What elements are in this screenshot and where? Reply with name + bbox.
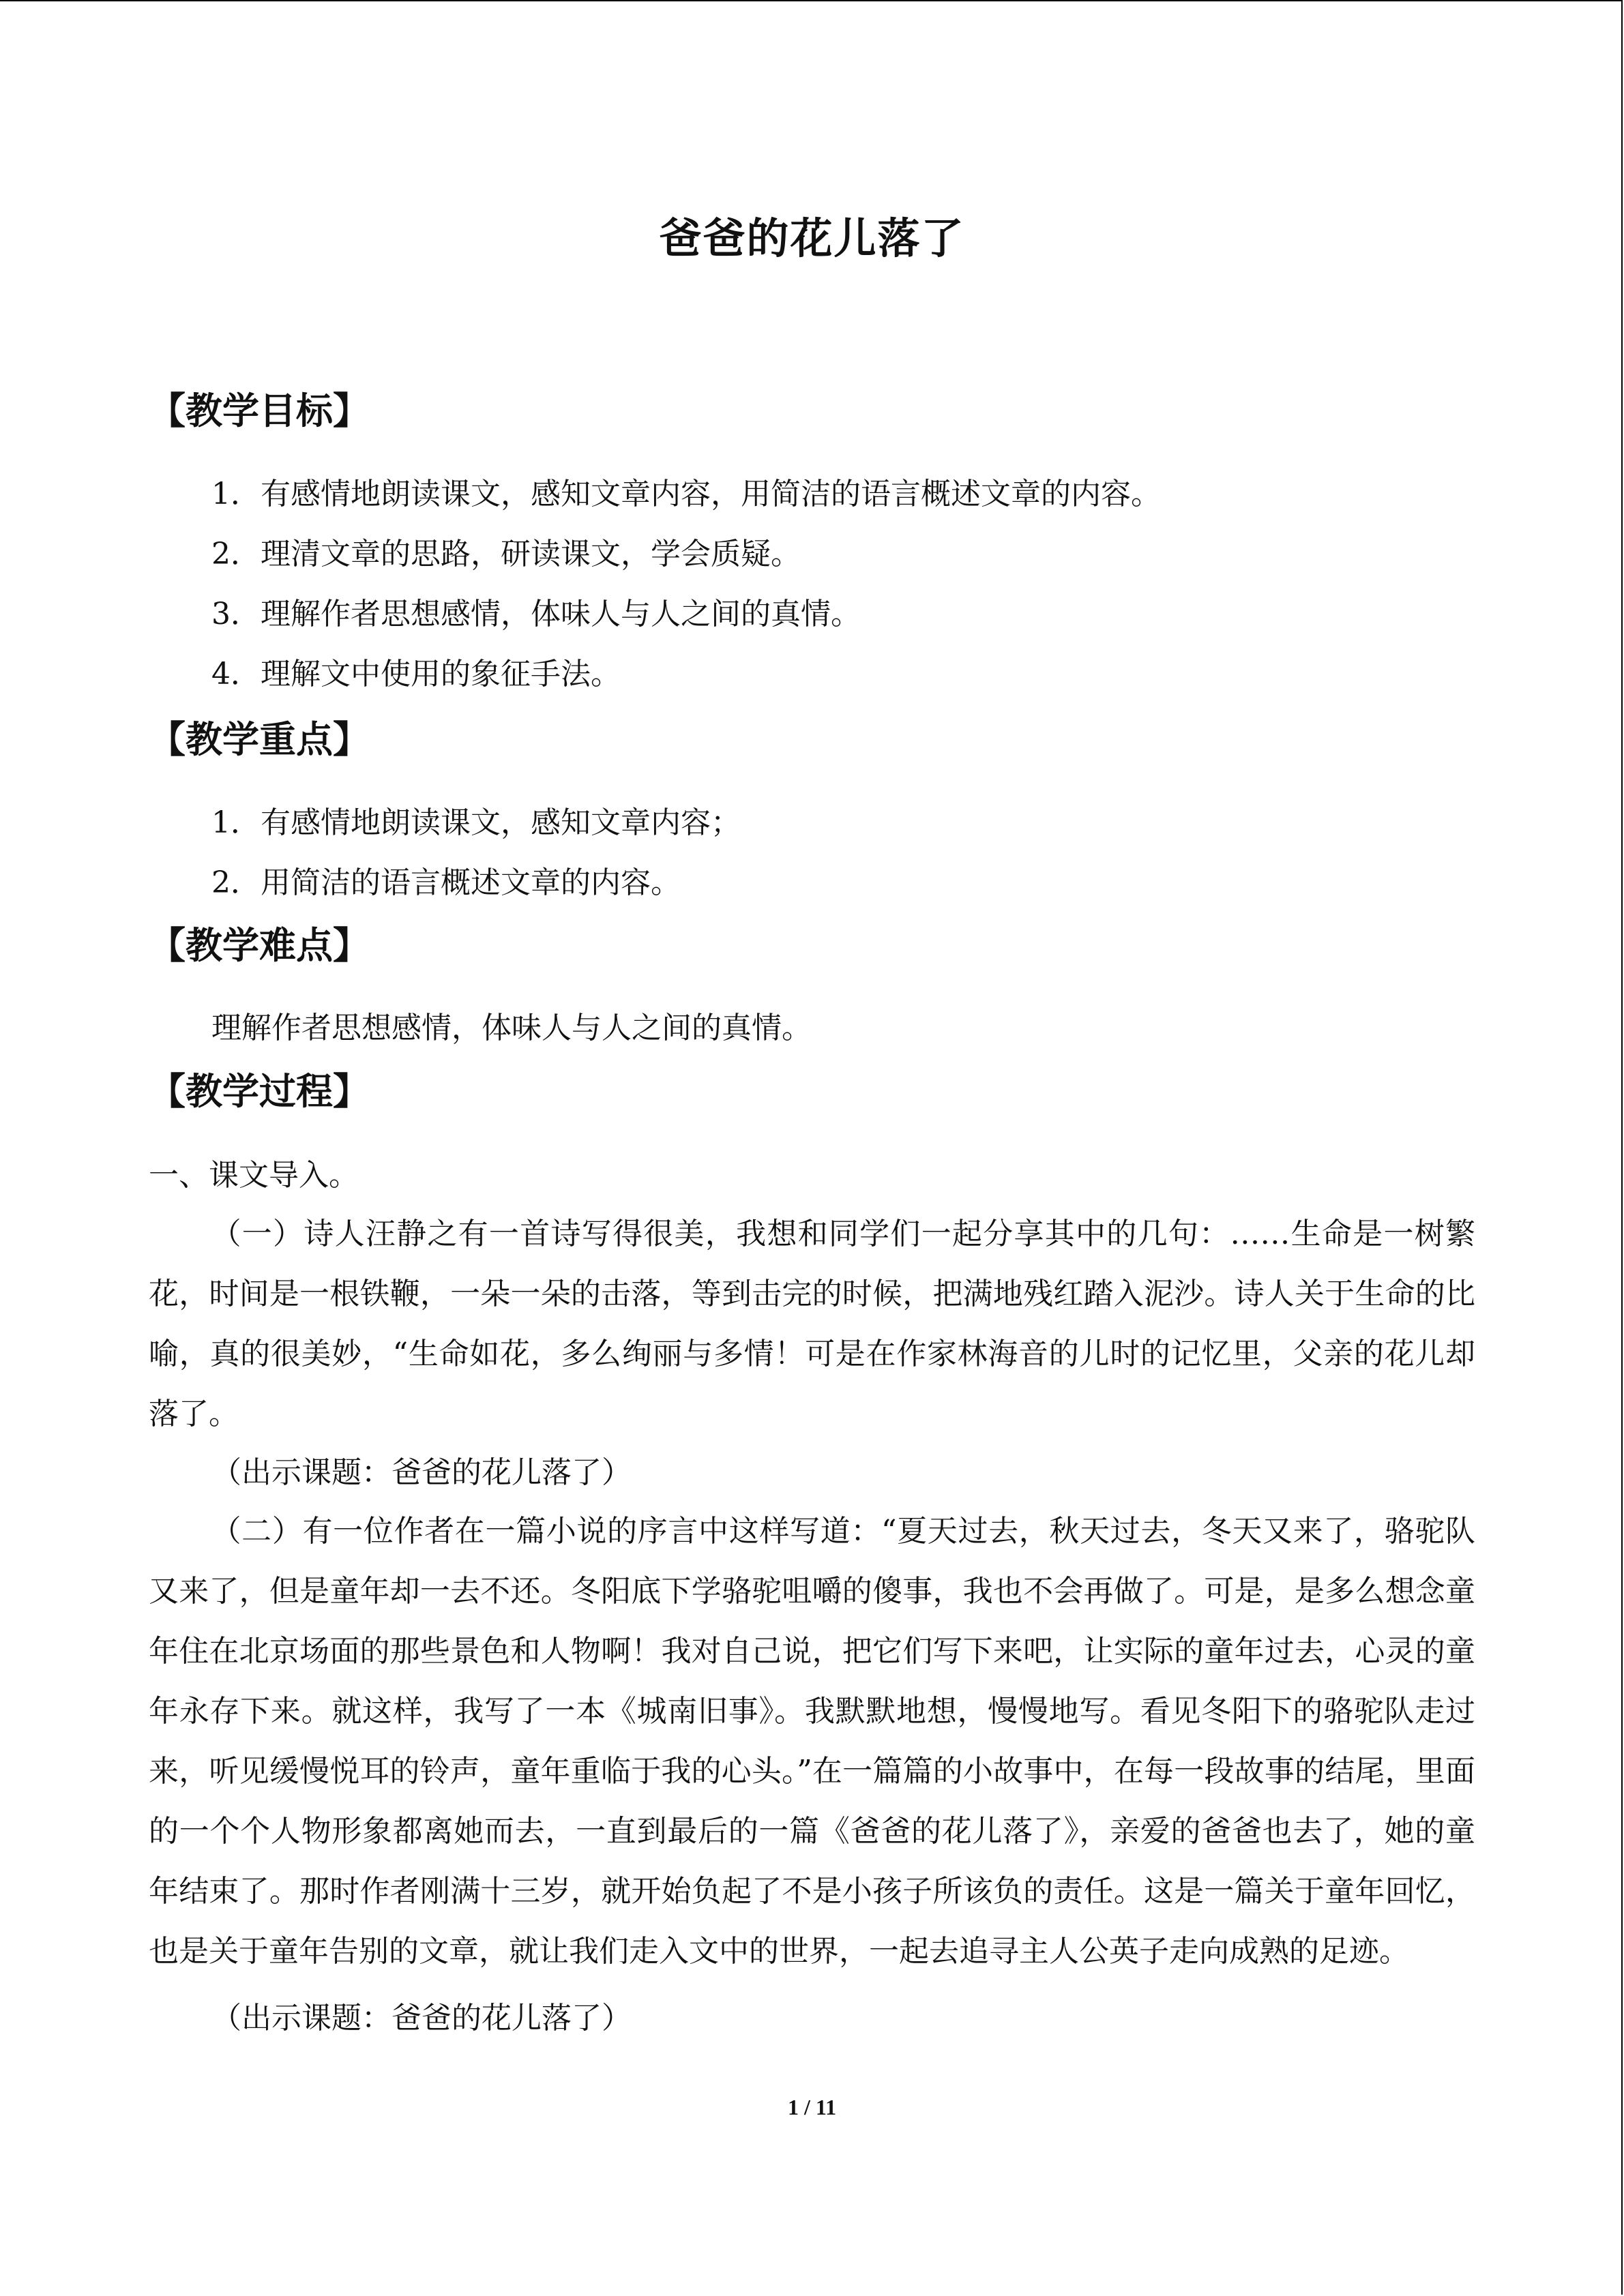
show-title-1: （出示课题：爸爸的花儿落了） xyxy=(211,1455,632,1490)
heading-teaching-process: 【教学过程】 xyxy=(149,1070,370,1113)
show-title-2: （出示课题：爸爸的花儿落了） xyxy=(211,2001,632,2036)
heading-teaching-goals: 【教学目标】 xyxy=(149,389,370,432)
key-point-item-2: 2．用简洁的语言概述文章的内容。 xyxy=(211,865,681,900)
difficulty-text: 理解作者思想感情，体味人与人之间的真情。 xyxy=(211,1011,812,1045)
goal-item-3: 3．理解作者思想感情，体味人与人之间的真情。 xyxy=(211,597,861,631)
goal-item-1: 1．有感情地朗读课文，感知文章内容，用简洁的语言概述文章的内容。 xyxy=(211,477,1161,511)
document-title: 爸爸的花儿落了 xyxy=(659,213,965,263)
goal-item-2: 2．理清文章的思路，研读课文，学会质疑。 xyxy=(211,537,801,571)
paragraph-intro-2: （二）有一位作者在一篇小说的序言中这样写道：“夏天过去，秋天过去，冬天又来了，骆驼队又来了，但是童年却一去不还。冬阳底下学骆驼咀嚼的傻事，我也不会再做了。可是，是多么想念童年住在北京场面的那些景色和人物啊！我对自己说，把它们写下来吧，让实际的童年过去，心灵的童年永存下来。就这样，我写了一本《城南旧事》。我默默地想，慢慢地写。看见冬阳下的骆驼队走过来，听见缓慢悦耳的铃声，童年重临于我的心头。”在一篇篇的小故事中，在每一段故事的结尾，里面的一个个人物形象都离她而去，一直到最后的一篇《爸爸的花儿落了》，亲爱的爸爸也去了，她的童年结束了。那时作者刚满十三岁，就开始负起了不是小孩子所该负的责任。这是一篇关于童年回忆，也是关于童年告别的文章，就让我们走入文中的世界，一起去追寻主人公英子走向成熟的足迹。 xyxy=(149,1514,1475,1969)
process-step-1: 一、课文导入。 xyxy=(149,1158,359,1193)
key-point-item-1: 1．有感情地朗读课文，感知文章内容； xyxy=(211,805,741,840)
heading-difficulties: 【教学难点】 xyxy=(149,924,370,967)
goal-item-4: 4．理解文中使用的象征手法。 xyxy=(211,657,621,691)
page-indicator: 1 / 11 xyxy=(787,2095,837,2119)
heading-key-points: 【教学重点】 xyxy=(149,718,370,761)
paragraph-intro-1: （一）诗人汪静之有一首诗写得很美，我想和同学们一起分享其中的几句：……生命是一树繁花，时间是一根铁鞭，一朵一朵的击落，等到击完的时候，把满地残红踏入泥沙。诗人关于生命的比喻，真的很美妙，“生命如花，多么绚丽与多情！可是在作家林海音的儿时的记忆里，父亲的花儿却落了。 xyxy=(149,1217,1475,1431)
